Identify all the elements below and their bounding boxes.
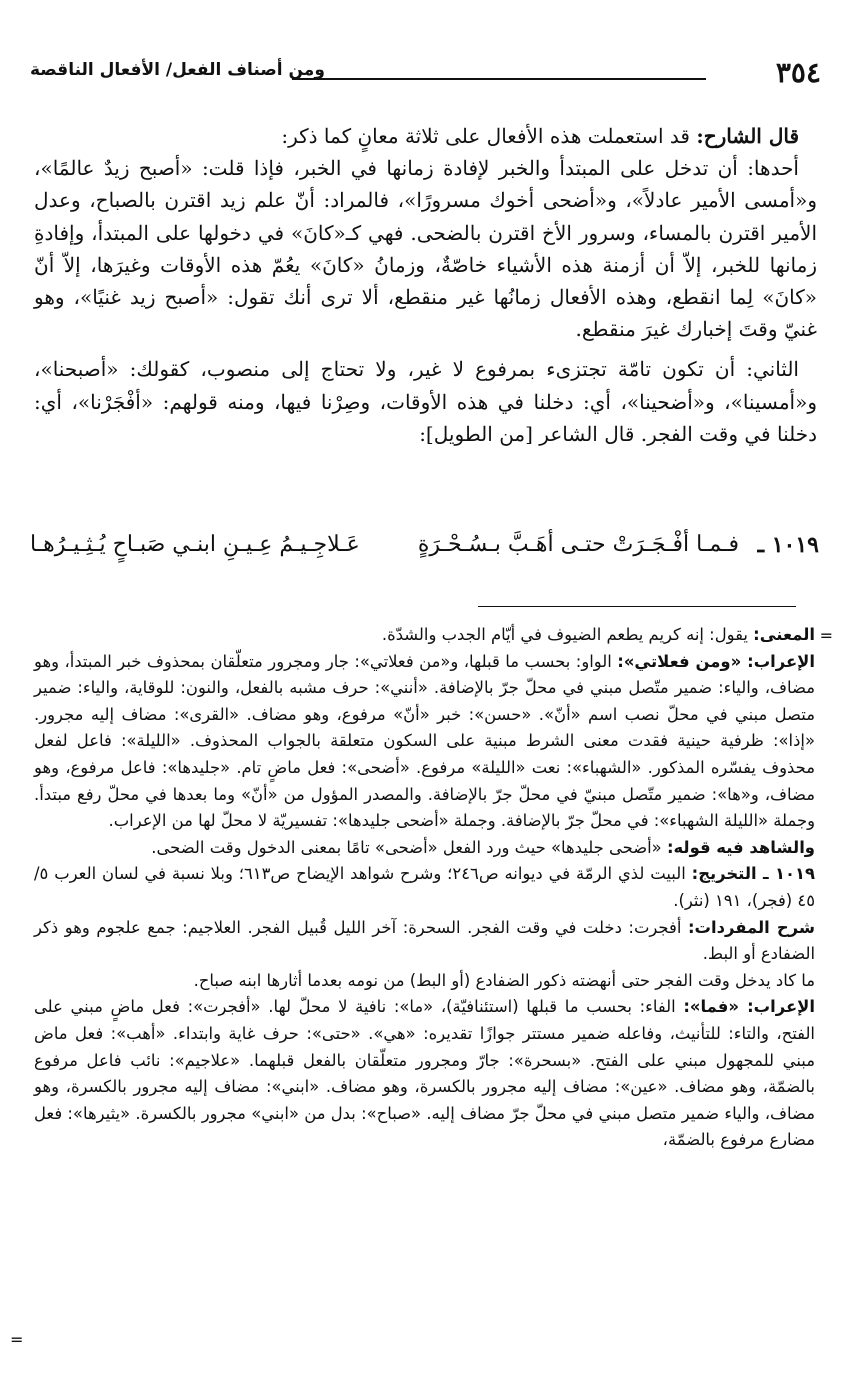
note-evidence-text: «أضحى جليدها» حيث ورد الفعل «أضحى» تامًا بمعنى الدخول وقت الضحى. xyxy=(151,837,667,857)
note-verse-parsing xyxy=(34,994,815,1154)
note-sources xyxy=(34,861,815,914)
note-sources-text: البيت لذي الرمّة في ديوانه ص٢٤٦؛ وشرح شواهد الإيضاح ص٦١٣؛ وبلا نسبة في لسان العرب ٥/ ٤٥ (فجر)، ١٩١ (نثر). xyxy=(34,864,815,910)
page-number: ٣٥٤ xyxy=(775,56,821,89)
continuation-marker: = xyxy=(819,626,833,645)
paragraph-second-meaning: الثاني: أن تكون تامّة تجتزىء بمرفوع لا غير، ولا تحتاج إلى منصوب، كقولك: «أصبحنا»، و«أمسينا»، و«أضحينا»، أي: دخلنا في هذه الأوقات، وصِرْنا فيها، ومنه قولهم: «أفْجَرْنا»، أي: دخلنا في وقت الفجر. قال الشاعر [من الطويل]: xyxy=(34,357,817,446)
note-meaning-text: يقول: إنه كريم يطعم الضيوف في أيّام الجدب والشدّة. xyxy=(381,625,754,644)
note-meaning xyxy=(34,622,815,649)
paragraph-first-meaning: أحدها: أن تدخل على المبتدأ والخبر لإفادة زمانها في الخبر، فإذا قلت: «أصبح زيدٌ عالمًا»، و«أمسى الأمير عادلاً»، و«أضحى أخوك مسرورًا»، فالمراد: أنّ علم زيد اقترن بالصباح، وعدل الأمير اقترن بالمساء، وسرور الأخ اقترن بالضحى. فهي كـ«كانَ» في دخولها على المبتدأ، وإفادةِ زمانها للخبر، إلاّ أن أزمنة هذه الأشياء خاصّةٌ، وزمانُ «كانَ» يعُمّ هذه الأوقات وغيرَها، إلاّ أنّ «كانَ» لِما انقطع، وهذه الأفعال زمانُها غير منقطع، ألا ترى أنك تقول: «أصبح زيد غنيًا»، وهو غنيّ وقتَ إخبارك غيرَ منقطع. xyxy=(34,156,817,342)
main-text xyxy=(34,120,817,450)
intro-text: قد استعملت هذه الأفعال على ثلاثة معانٍ كما ذكر: xyxy=(281,124,697,148)
note-evidence xyxy=(34,835,815,862)
paragraph-intro xyxy=(34,120,817,152)
note-meaning-verse: ما كاد يدخل وقت الفجر حتى أنهضته ذكور الضفادع (أو البط) من نومه بعدما أثارها ابنه صباح. xyxy=(193,970,815,990)
note-vocabulary-text: أفجرت: دخلت في وقت الفجر. السحرة: آخر الليل قُبيل الفجر. العلاجيم: جمع علجوم وهو ذكر الضفادع أو البط. xyxy=(34,917,815,964)
footnotes xyxy=(34,622,815,1154)
note-evidence-label: والشاهد فيه قوله: xyxy=(666,837,815,857)
note-verse-parsing-text: الفاء: بحسب ما قبلها (استئنافيّة)، «ما»: نافية لا محلّ لها. «أفجرت»: فعل ماضٍ مبني على الفتح، والتاء: للتأنيث، وفاعله ضمير مستتر جوازًا تقديره: «هي». «حتى»: حرف غاية وابتداء. «أهب»: فعل ماض مبني للمجهول مبني على الفتح. «بسحرة»: جارّ ومجرور متعلّقان بالفعل قبلهما. «علاجيم»: نائب فاعل مرفوع بالضمّة، وهو مضاف. «عين»: مضاف إليه مجرور بالكسرة، وهو مضاف. «ابني»: مضاف إليه مجرور بالكسرة، وهو مضاف، والياء ضمير متصل مبني في محلّ جرّ مضاف إليه. «صباح»: بدل من «ابني» مجرور بالكسرة. «يثيرها»: فعل مضارع مرفوع بالضمّة، xyxy=(34,997,815,1150)
note-meaning-label: المعنى: xyxy=(753,625,815,644)
note-parsing-label: الإعراب: «ومن فعلاتي»: xyxy=(617,651,816,671)
running-title: ومن أصناف الفعل/ الأفعال الناقصة xyxy=(30,60,325,80)
verse-second-hemistich: عَـلاجِـيـمُ عِـيـنِ ابنـي صَبـاحٍ يُـثِـيـرُهـا xyxy=(30,532,360,557)
continued-marker: = xyxy=(10,1330,24,1349)
page-header xyxy=(30,56,821,90)
poetry-verse xyxy=(30,528,819,568)
note-vocabulary xyxy=(34,915,815,968)
verse-first-hemistich: فـمـا أفْـجَـرَتْ حتـى أهَـبَّ بـسُـحْـرَةٍ xyxy=(417,532,739,557)
note-verse-parsing-label: الإعراب: «فما»: xyxy=(683,997,815,1017)
commentator-label: قال الشارح: xyxy=(696,124,799,148)
verse-number: ١٠١٩ ـ xyxy=(757,532,819,558)
note-parsing-text: الواو: بحسب ما قبلها، و«من فعلاتي»: جار ومجرور متعلّقان بمحذوف خبر المبتدأ، وهو مضاف، والياء: ضمير متّصل مبني في محلّ جرّ بالإضافة. «أنني»: حرف مشبه بالفعل، والنون: للوقاية، والياء: ضمير متصل مبني في محلّ نصب اسم «أنّ». «حسن»: خبر «أنّ» مرفوع، وهو مضاف. «القرى»: مضاف إليه مجرور. «إذا»: ظرفية حينية فقدت معنى الشرط مبنية على السكون متعلقة بالجواب المحذوف. «الليلة»: فاعل لفعل محذوف يفسّره المذكور. «الشهباء»: نعت «الليلة» مرفوع. «أضحى»: فعل ماضٍ تام. «جليدها»: فاعل مرفوع، وهو مضاف، و«ها»: ضمير متّصل مبنيّ في محلّ جرّ بالإضافة. والمصدر المؤول من «أنّ» وما بعدها في محلّ رفع مبتدأ. وجملة «الليلة الشهباء»: في محلّ جرّ بالإضافة. وجملة «أضحى جليدها»: تفسيريّة لا محلّ لها من الإعراب. xyxy=(34,651,815,831)
header-rule xyxy=(292,78,706,80)
footnote-separator xyxy=(478,606,796,607)
note-vocabulary-label: شرح المفردات: xyxy=(687,917,815,937)
note-parsing xyxy=(34,649,815,835)
note-sources-label: ١٠١٩ ـ التخريج: xyxy=(691,864,815,884)
